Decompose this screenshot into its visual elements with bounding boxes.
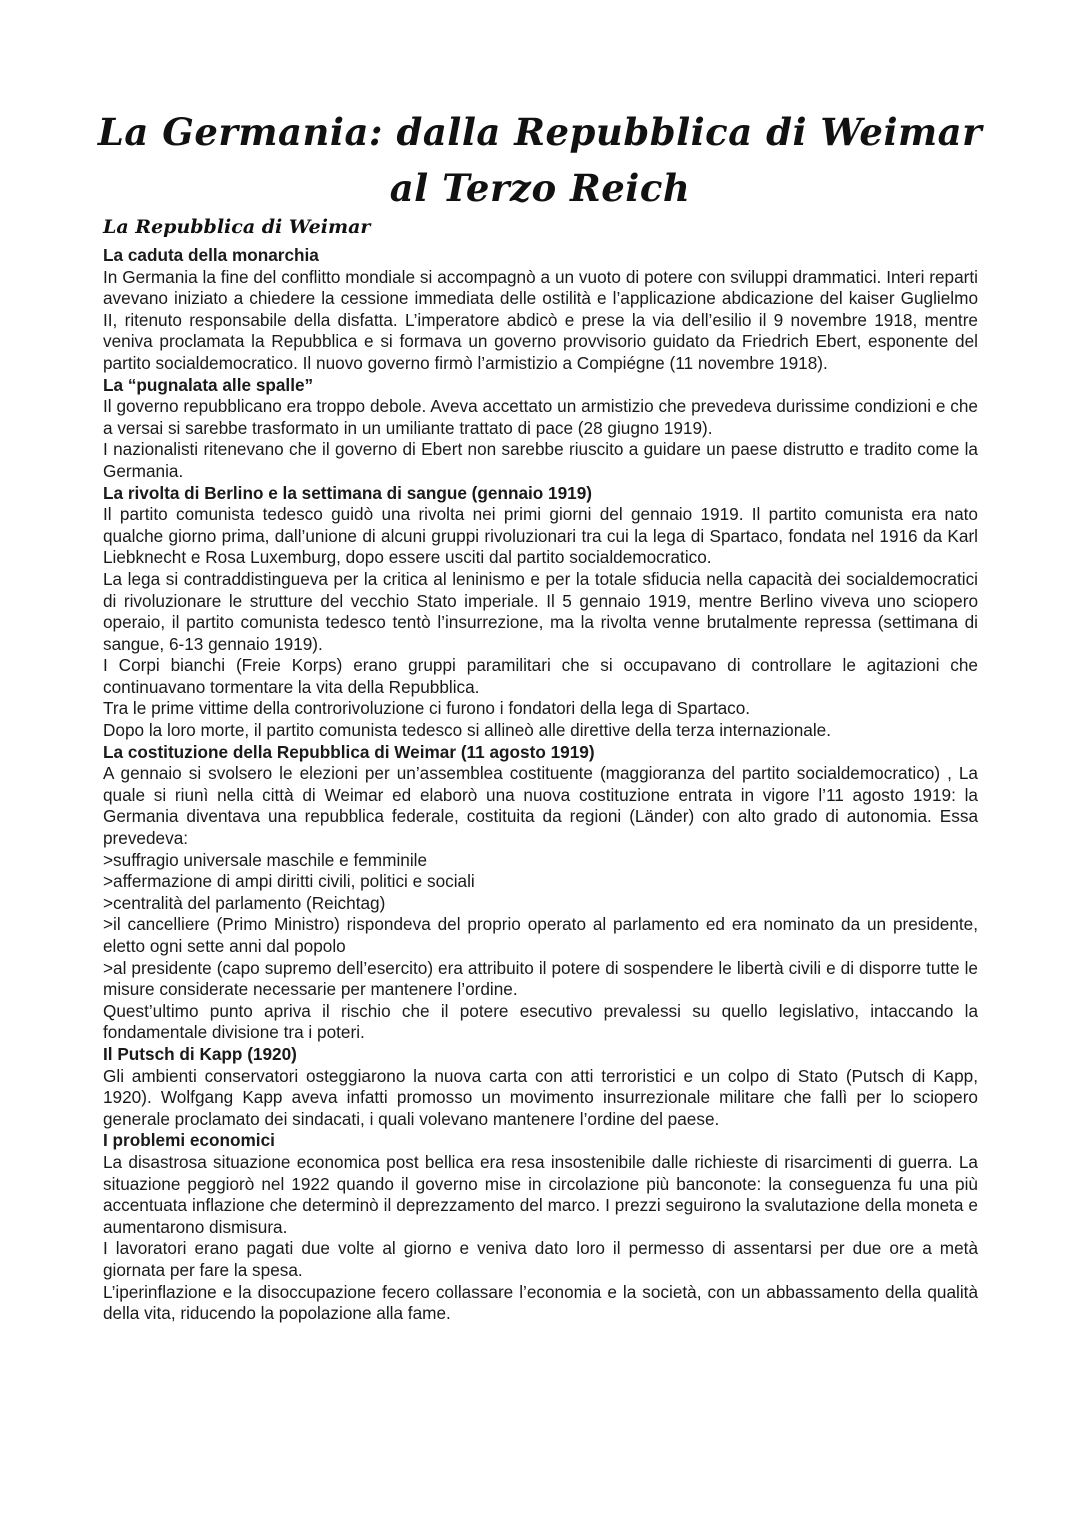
list-item: >al presidente (capo supremo dell’esercito) era attribuito il potere di sospendere le libertà civili e di disporre tutte le misure considerate necessarie per mantenere l’ordine. xyxy=(103,957,978,1000)
list-item: >affermazione di ampi diritti civili, politici e sociali xyxy=(103,871,475,892)
heading-pugnalata: La “pugnalata alle spalle” xyxy=(103,374,314,395)
page-title-line-2: al Terzo Reich xyxy=(389,166,691,210)
paragraph: In Germania la fine del conflitto mondiale si accompagnò a un vuoto di potere con sviluppi drammatici. Interi reparti avevano iniziato a chiedere la cessione immediata delle ostilità e l’applicazione abdicazione del kaiser Guglielmo II, ritenuto responsabile della disfatta. L’imperatore abdicò e prese la via dell’esilio il 9 novembre 1918, mentre veniva proclamata la Repubblica e si formava un governo provvisorio guidato da Friedrich Ebert, esponente del partito socialdemocratico. Il nuovo governo firmò l’armistizio a Compiégne (11 novembre 1918). xyxy=(103,266,978,373)
heading-caduta-monarchia: La caduta della monarchia xyxy=(103,245,319,265)
heading-problemi-economici: I problemi economici xyxy=(103,1130,275,1151)
paragraph: La disastrosa situazione economica post bellica era resa insostenibile dalle richieste di risarcimenti di guerra. La situazione peggiorò nel 1922 quando il governo mise in circolazione più banconote: la conseguenza fu una più accentuata inflazione che determinò il deprezzamento del marco. I prezzi seguirono la svalutazione della moneta e aumentarono dismisura. xyxy=(103,1151,978,1237)
heading-costituzione: La costituzione della Repubblica di Weimar (11 agosto 1919) xyxy=(103,741,595,762)
paragraph: Il partito comunista tedesco guidò una rivolta nei primi giorni del gennaio 1919. Il partito comunista era nato qualche giorno prima, dall’unione di alcuni gruppi rivoluzionari tra cui la lega di Spartaco, fondata nel 1916 da Karl Liebknecht e Rosa Luxemburg, dopo essere usciti dal partito socialdemocratico. xyxy=(103,504,978,568)
paragraph: Gli ambienti conservatori osteggiarono la nuova carta con atti terroristici e un colpo di Stato (Putsch di Kapp, 1920). Wolfgang Kapp aveva infatti promosso un movimento insurrezionale militare che fallì per lo sciopero generale proclamato dei sindacati, i quali volevano mantenere l’ordine del paese. xyxy=(103,1065,978,1129)
heading-putsch-kapp: Il Putsch di Kapp (1920) xyxy=(103,1043,297,1064)
heading-rivolta-berlino: La rivolta di Berlino e la settimana di sangue (gennaio 1919) xyxy=(103,482,593,503)
page-title xyxy=(60,104,1020,216)
list-item: >suffragio universale maschile e femminile xyxy=(103,849,428,870)
document-body xyxy=(103,245,978,1325)
paragraph: Quest’ultimo punto apriva il rischio che il potere esecutivo prevalessi su quello legislativo, intaccando la fondamentale divisione tra i poteri. xyxy=(103,1000,978,1043)
page-title-line-1: La Germania: dalla Repubblica di Weimar xyxy=(97,110,983,154)
paragraph: I Corpi bianchi (Freie Korps) erano gruppi paramilitari che si occupavano di controllare le agitazioni che continuavano tormentare la vita della Repubblica. xyxy=(103,655,978,697)
paragraph: Dopo la loro morte, il partito comunista tedesco si allineò alle direttive della terza internazionale. xyxy=(103,720,831,741)
list-item: >centralità del parlamento (Reichtag) xyxy=(103,892,386,913)
paragraph: I lavoratori erano pagati due volte al giorno e veniva dato loro il permesso di assentarsi per due ore a metà giornata per fare la spesa. xyxy=(103,1238,978,1280)
paragraph: La lega si contraddistingueva per la critica al leninismo e per la totale sfiducia nella capacità dei socialdemocratici di rivoluzionare le strutture del vecchio Stato imperiale. Il 5 gennaio 1919, mentre Berlino viveva uno sciopero operaio, il partito comunista tedesco tentò l’insurrezione, ma la rivolta venne brutalmente repressa (settimana di sangue, 6-13 gennaio 1919). xyxy=(103,568,978,654)
paragraph: A gennaio si svolsero le elezioni per un’assemblea costituente (maggioranza del partito socialdemocratico) , La quale si riunì nella città di Weimar ed elaborò una nuova costituzione entrata in vigore l’11 agosto 1919: la Germania diventava una repubblica federale, costituita da regioni (Länder) con alto grado di autonomia. Essa prevedeva: xyxy=(103,763,978,849)
paragraph: I nazionalisti ritenevano che il governo di Ebert non sarebbe riuscito a guidare un paese distrutto e tradito come la Germania. xyxy=(103,439,978,481)
list-item: >il cancelliere (Primo Ministro) rispondeva del proprio operato al parlamento ed era nominato da un presidente, eletto ogni sette anni dal popolo xyxy=(103,914,978,956)
paragraph: Il governo repubblicano era troppo debole. Aveva accettato un armistizio che prevedeva durissime condizioni e che a versai si sarebbe trasformato in un umiliante trattato di pace (28 giugno 1919). xyxy=(103,396,978,438)
paragraph: Tra le prime vittime della controrivoluzione ci furono i fondatori della lega di Spartaco. xyxy=(103,698,751,719)
section-title: La Repubblica di Weimar xyxy=(103,216,371,238)
paragraph: L’iperinflazione e la disoccupazione fecero collassare l’economia e la società, con un abbassamento della qualità della vita, riducendo la popolazione alla fame. xyxy=(103,1281,978,1324)
